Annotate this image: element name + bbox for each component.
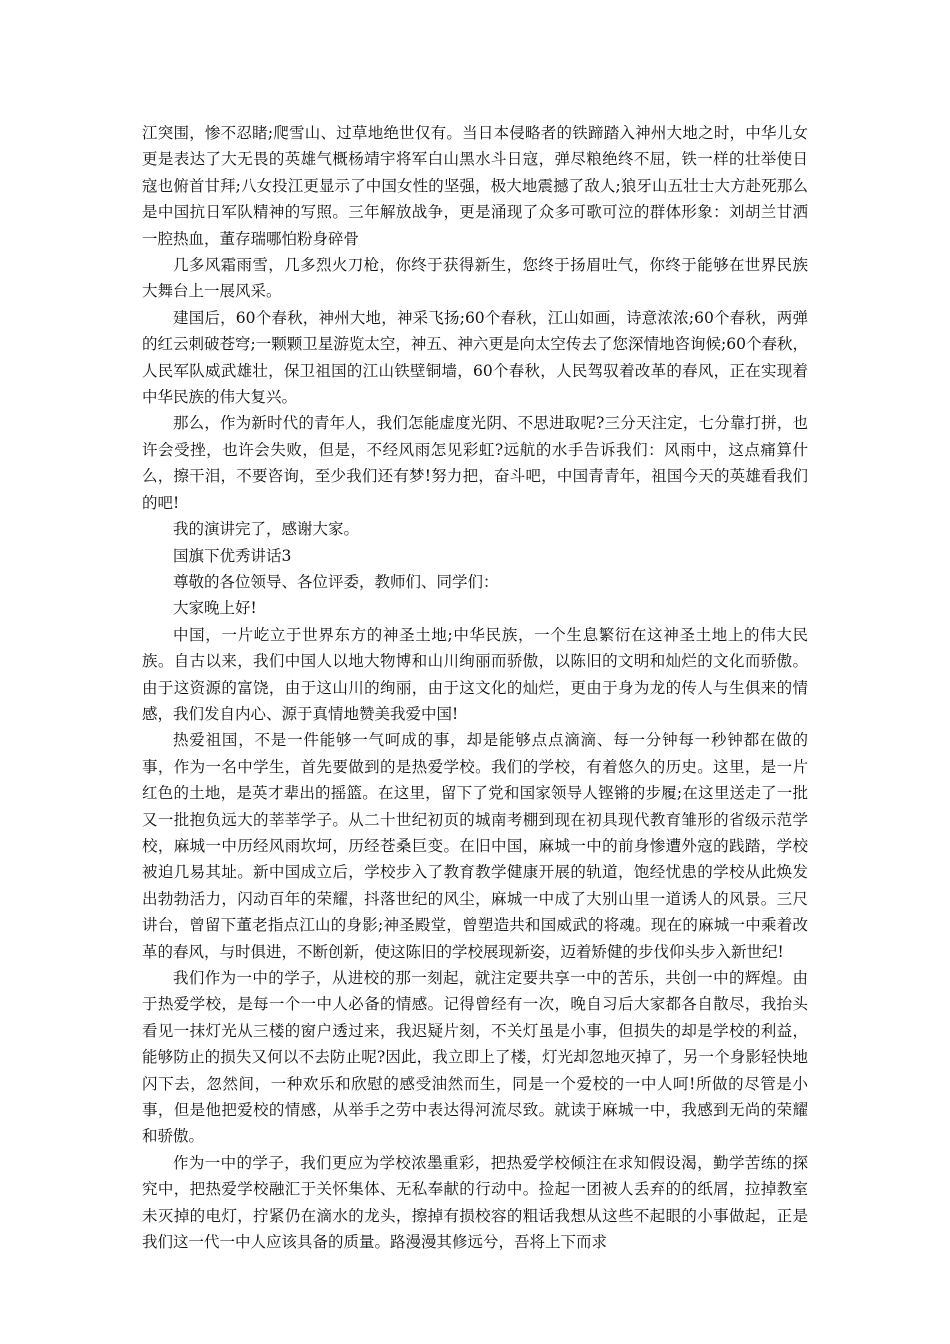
paragraph: 我的演讲完了，感谢大家。: [173, 520, 360, 539]
paragraph: 作为一中的学子，我们更应为学校浓墨重彩，把热爱学校倾注在求知假设渴，勤学苦练的探究中，把热爱学校融汇于关怀集体、无私奉献的行动中。捡起一团被人丢弃的的纸屑，拉掉教室未灭掉的电灯，拧紧仍在滴水的龙头，擦掉有损校容的粗话我想从这些不起眼的小事做起，正是我们这一代一中人应该具备的质量。路漫漫其修远兮，吾将上下而求: [142, 1153, 808, 1252]
paragraph: 热爱祖国，不是一件能够一气呵成的事，却是能够点点滴滴、每一分钟每一秒钟都在做的事，作为一名中学生，首先要做到的是热爱学校。我们的学校，有着悠久的历史。这里，是一片红色的土地，是英才辈出的摇篮。在这里，留下了党和国家领导人铿锵的步履;在这里送走了一批又一批抱负远大的莘莘学子。从二十世纪初页的城南考棚到现在初具现代教育雏形的省级示范学校，麻城一中历经风雨坎坷，历经苍桑巨变。在旧中国，麻城一中的前身惨遭外寇的践踏，学校被迫几易其址。新中国成立后，学校步入了教育教学健康开展的轨道，饱经忧患的学校从此焕发出勃勃活力，闪动百年的荣耀，抖落世纪的风尘，麻城一中成了大别山里一道诱人的风景。三尺讲台，曾留下董老指点江山的身影;神圣殿堂，曾塑造共和国威武的将魂。现在的麻城一中乘着改革的春风，与时俱进，不断创新，使这陈旧的学校展现新姿，迈着矫健的步伐仰头步入新世纪!: [142, 731, 808, 961]
paragraph: 我们作为一中的学子，从进校的那一刻起，就注定要共享一中的苦乐，共创一中的辉煌。由于热爱学校，是每一个一中人必备的情感。记得曾经有一次，晚自习后大家都各自散尽，我抬头看见一抹灯光从三楼的窗户透过来，我迟疑片刻，不关灯虽是小事，但损失的却是学校的利益，能够防止的损失又何以不去防止呢?因此，我立即上了楼，灯光却忽地灭掉了，另一个身影轻快地闪下去，忽然间，一种欢乐和欣慰的感受油然而生，同是一个爱校的一中人呵!所做的尽管是小事，但是他把爱校的情感，从举手之劳中表达得河流尽致。就读于麻城一中，我感到无尚的荣耀和骄傲。: [142, 969, 808, 1146]
paragraph: 建国后，60个春秋，神州大地，神采飞扬;60个春秋，江山如画，诗意浓浓;60个春秋，两弹的红云刺破苍穹;一颗颗卫星游览太空，神五、神六更是向太空传去了您深情地咨询候;60个春秋，人民军队威武雄壮，保卫祖国的江山铁壁铜墙，60个春秋，人民驾驭着改革的春风，正在实现着中华民族的伟大复兴。: [142, 308, 808, 407]
document-body: [142, 120, 808, 1255]
paragraph: 尊敬的各位领导、各位评委，教师们、同学们：: [173, 572, 499, 591]
paragraph: 国旗下优秀讲话3: [173, 546, 292, 565]
paragraph: 中国，一片屹立于世界东方的神圣土地;中华民族，一个生息繁衍在这神圣土地上的伟大民族。自古以来，我们中国人以地大物博和山川绚丽而骄傲，以陈旧的文明和灿烂的文化而骄傲。由于这资源的富饶，由于这山川的绚丽，由于这文化的灿烂，更由于身为龙的传人与生俱来的情感，我们发自内心、源于真情地赞美我爱中国!: [142, 625, 808, 723]
paragraph: 江突围，惨不忍睹;爬雪山、过草地绝世仅有。当日本侵略者的铁蹄踏入神州大地之时，中华儿女更是表达了大无畏的英雄气概杨靖宇将军白山黑水斗日寇，弹尽粮绝终不屈，铁一样的壮举使日寇也俯首甘拜;八女投江更显示了中国女性的坚强，极大地震撼了敌人;狼牙山五壮士大方赴死那么是中国抗日军队精神的写照。三年解放战争，更是涌现了众多可歌可泣的群体形象：刘胡兰甘洒一腔热血，董存瑞哪怕粉身碎骨: [142, 124, 808, 248]
paragraph: 那么，作为新时代的青年人，我们怎能虚度光阴、不思进取呢?三分天注定，七分靠打拼，也许会受挫，也许会失败，但是，不经风雨怎见彩虹?远航的水手告诉我们：风雨中，这点痛算什么，擦干泪，不要咨询，至少我们还有梦!努力把，奋斗吧，中国青青年，祖国今天的英雄看我们的吧!: [142, 414, 808, 512]
paragraph: 大家晚上好!: [173, 599, 257, 618]
paragraph: 几多风霜雨雪，几多烈火刀枪，你终于获得新生，您终于扬眉吐气，你终于能够在世界民族大舞台上一展风采。: [142, 256, 808, 301]
